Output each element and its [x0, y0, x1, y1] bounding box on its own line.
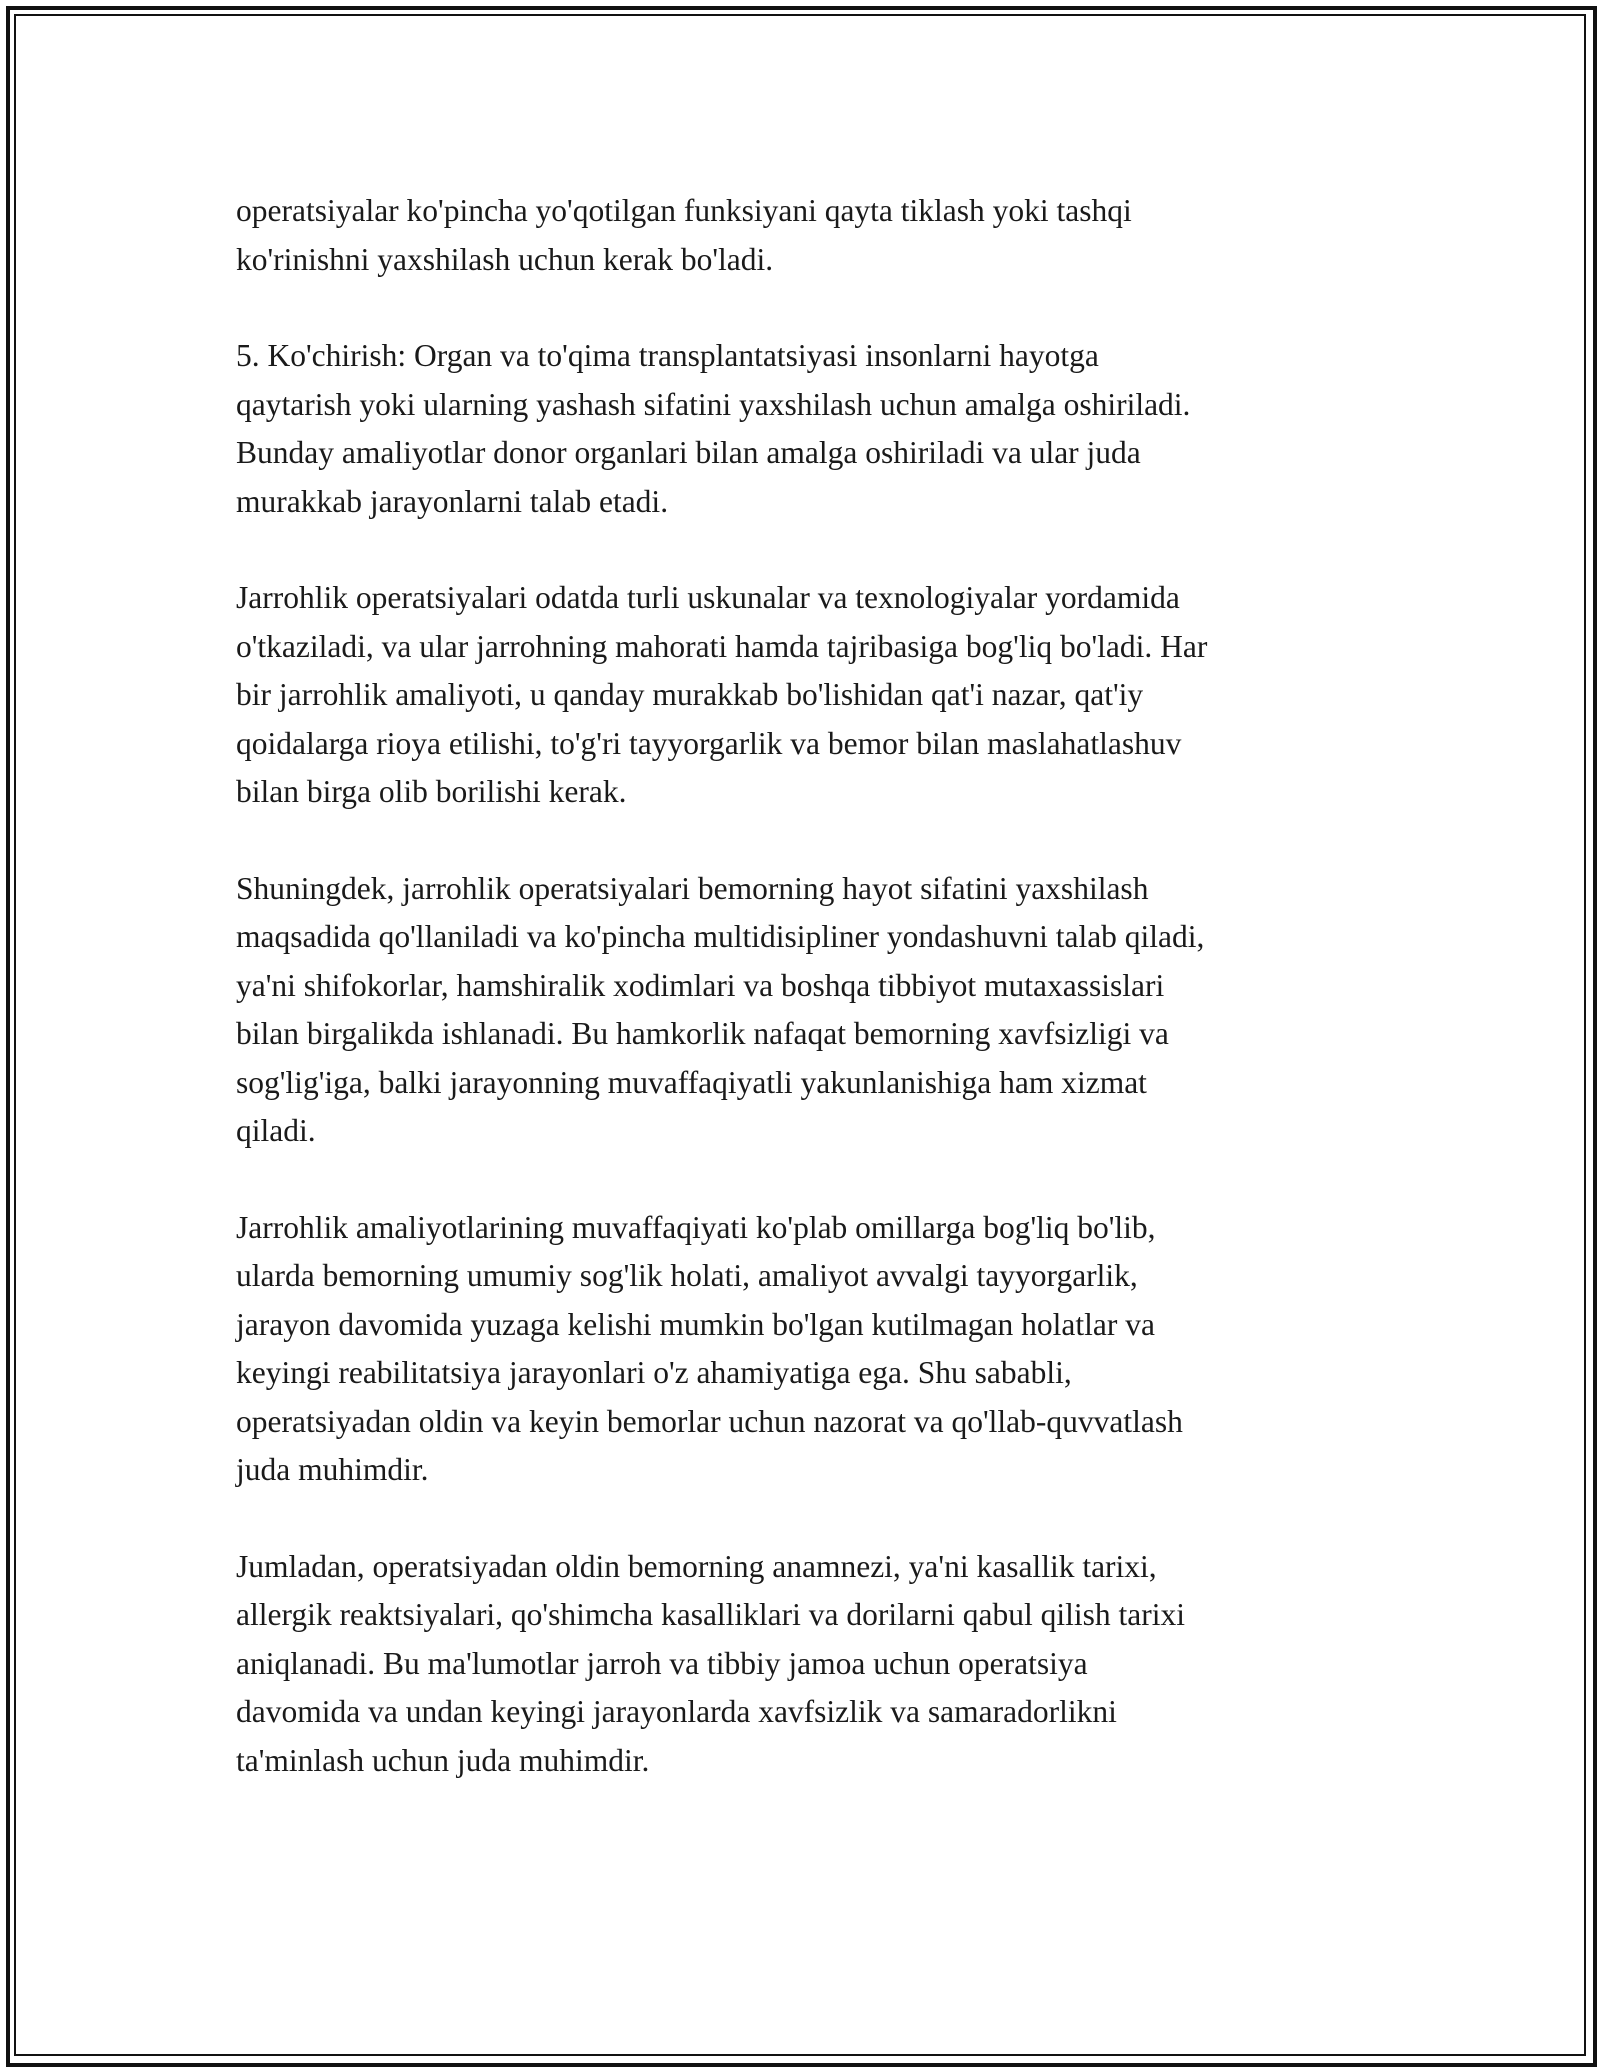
paragraph-3: Jarrohlik operatsiyalari odatda turli uskunalar va texnologiyalar yordamida o'tkaziladi, va ular jarrohning mahorati hamda tajribasiga bog'liq bo'ladi. Har bir jarrohlik amaliyoti, u qanday murakkab bo'lishidan qat'i nazar, qat'iy qoidalarga rioya etilishi, to'g'ri tayyorgarlik va bemor bilan maslahatlashuv bilan birga olib borilishi kerak.: [236, 580, 1208, 809]
paragraph-2: 5. Ko'chirish: Organ va to'qima transplantatsiyasi insonlarni hayotga qaytarish yoki ularning yashash sifatini yaxshilash uchun amalga oshiriladi. Bunday amaliyotlar donor organlari bilan amalga oshiriladi va ular juda murakkab jarayonlarni talab etadi.: [236, 338, 1191, 519]
paragraph-4: Shuningdek, jarrohlik operatsiyalari bemorning hayot sifatini yaxshilash maqsadida qo'llaniladi va ko'pincha multidisipliner yondashuvni talab qiladi, ya'ni shifokorlar, hamshiralik xodimlari va boshqa tibbiyot mutaxassislari bilan birgalikda ishlanadi. Bu hamkorlik nafaqat bemorning xavfsizligi va sog'lig'iga, balki jarayonning muvaffaqiyatli yakunlanishiga ham xizmat qiladi.: [236, 870, 1205, 1148]
document-body: [236, 187, 1396, 1833]
paragraph-6: Jumladan, operatsiyadan oldin bemorning anamnezi, ya'ni kasallik tarixi, allergik reaktsiyalari, qo'shimcha kasalliklari va dorilarni qabul qilish tarixi aniqlanadi. Bu ma'lumotlar jarroh va tibbiy jamoa uchun operatsiya davomida va undan keyingi jarayonlarda xavfsizlik va samaradorlikni ta'minlash uchun juda muhimdir.: [236, 1548, 1185, 1778]
paragraph-1: operatsiyalar ko'pincha yo'qotilgan funksiyani qayta tiklash yoki tashqi ko'rinishni yaxshilash uchun kerak bo'ladi.: [236, 193, 1132, 277]
paragraph-5: Jarrohlik amaliyotlarining muvaffaqiyati ko'plab omillarga bog'liq bo'lib, ularda bemorning umumiy sog'lik holati, amaliyot avvalgi tayyorgarlik, jarayon davomida yuzaga kelishi mumkin bo'lgan kutilmagan holatlar va keyingi reabilitatsiya jarayonlari o'z ahamiyatiga ega. Shu sababli, operatsiyadan oldin va keyin bemorlar uchun nazorat va qo'llab-quvvatlash juda muhimdir.: [236, 1209, 1183, 1487]
